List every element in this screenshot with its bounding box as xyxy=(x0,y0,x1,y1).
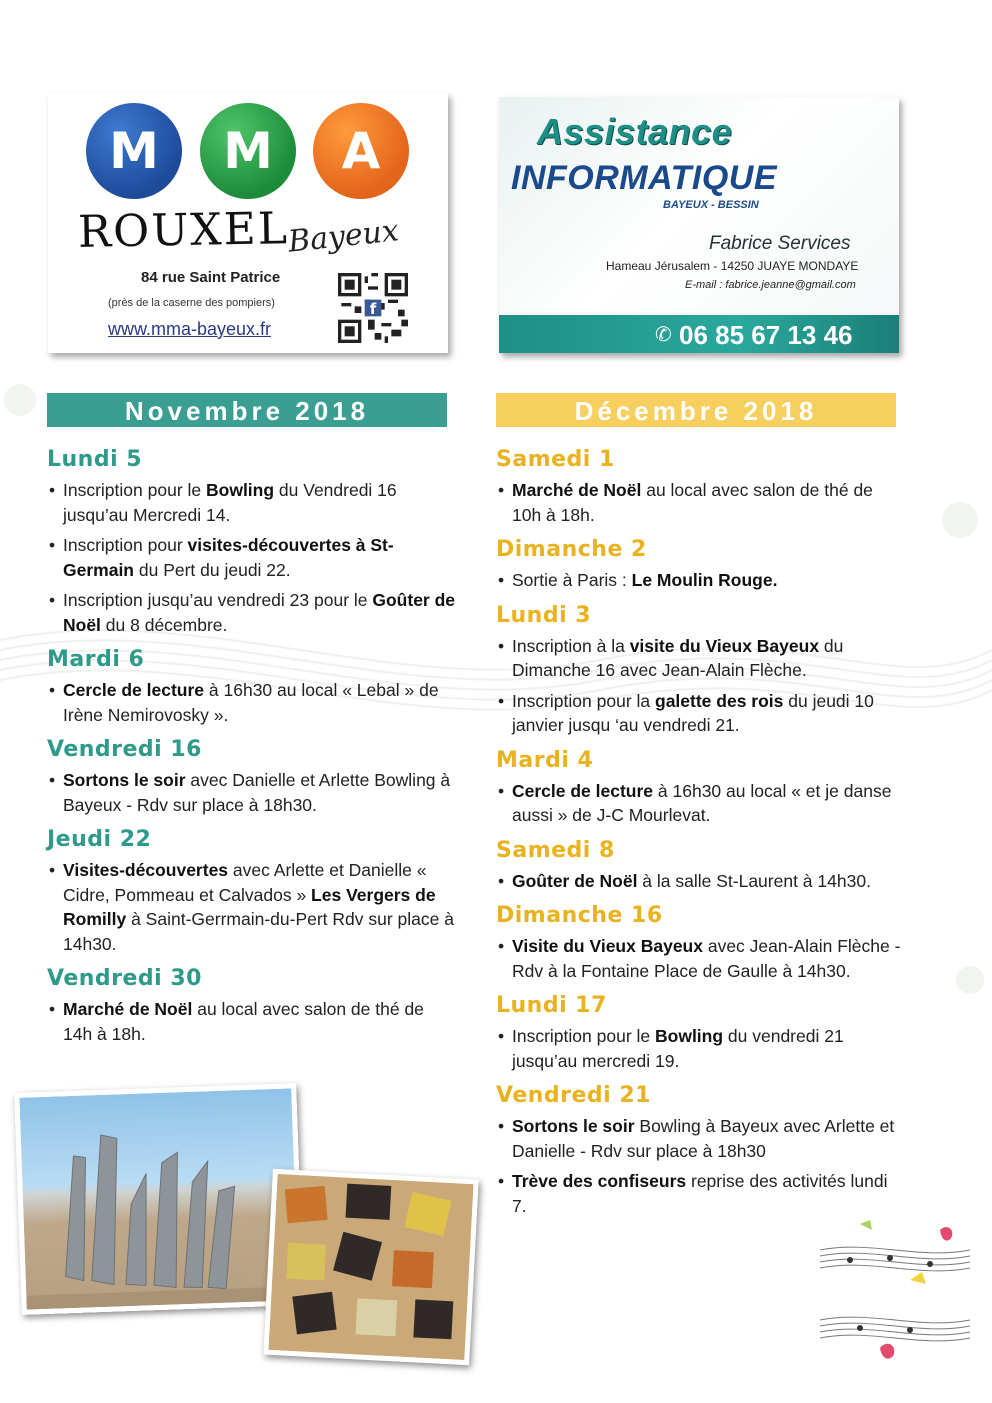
mma-business-card xyxy=(48,93,448,353)
december-header: Décembre 2018 xyxy=(496,393,896,427)
day-entry xyxy=(496,903,906,983)
event-text: reprise des activités lundi 7. xyxy=(512,1171,888,1216)
event-item xyxy=(496,779,906,828)
event-item xyxy=(496,689,906,738)
day-title: Lundi 3 xyxy=(496,602,592,628)
event-text: avec Danielle et Arlette Bowling à Bayeux - Rdv sur place à 18h30. xyxy=(63,770,451,815)
music-quilt-photo xyxy=(263,1169,478,1366)
mma-logo-letter: M xyxy=(200,103,296,199)
event-text: du Pert du jeudi 22. xyxy=(134,559,291,580)
quilt-illustration xyxy=(269,1174,474,1360)
november-schedule xyxy=(47,447,457,1056)
event-highlight: Visites-découvertes xyxy=(63,860,229,880)
mma-brand-name: ROUXEL xyxy=(77,203,290,258)
december-schedule xyxy=(496,447,906,1228)
ai-phone-number[interactable]: 06 85 67 13 46 xyxy=(679,320,853,350)
day-title: Lundi 17 xyxy=(496,993,607,1018)
november-header: Novembre 2018 xyxy=(47,393,447,427)
ai-email[interactable]: E-mail : fabrice.jeanne@gmail.com xyxy=(685,279,856,291)
qr-code-icon xyxy=(338,273,408,343)
event-text: Inscription pour le xyxy=(63,480,206,500)
event-highlight: Le Moulin Rouge. xyxy=(631,570,778,590)
event-text: avec Arlette et Danielle « Cidre, Pommeau et Calvados » xyxy=(63,860,427,905)
event-highlight: galette des rois xyxy=(655,690,784,711)
event-item xyxy=(47,533,457,582)
event-highlight: Marché de Noël xyxy=(512,480,642,500)
event-text: à Saint-Gerrmain-du-Pert Rdv sur place à 14h30. xyxy=(63,909,454,954)
event-text: Sortie à Paris : xyxy=(512,570,632,590)
event-highlight: Cercle de lecture xyxy=(512,780,654,801)
event-text: à 16h30 au local « Lebal » de Irène Nemirovosky ». xyxy=(63,680,439,725)
event-text: Inscription pour le xyxy=(512,1026,655,1046)
event-highlight: Cercle de lecture xyxy=(63,680,205,700)
day-entry xyxy=(47,447,457,637)
day-title: Samedi 1 xyxy=(496,447,615,472)
event-highlight: Bowling xyxy=(655,1026,724,1046)
event-item xyxy=(47,588,457,637)
ai-phone-bar xyxy=(499,315,899,353)
event-highlight: Les Vergers de Romilly xyxy=(63,884,436,929)
mma-address-note: (près de la caserne des pompiers) xyxy=(108,297,275,309)
event-text: Inscription pour xyxy=(63,535,188,555)
ai-subtitle: BAYEUX - BESSIN xyxy=(663,199,759,211)
event-item xyxy=(47,678,457,727)
event-item xyxy=(47,478,457,527)
event-text: du Vendredi 16 jusqu’au Mercredi 14. xyxy=(63,480,397,525)
event-text: Inscription jusqu’au vendredi 23 pour le xyxy=(63,590,373,610)
event-item xyxy=(496,1169,906,1218)
event-text: au local avec salon de thé de 14h à 18h. xyxy=(63,999,424,1044)
day-entry xyxy=(496,748,906,828)
event-highlight: Bowling xyxy=(206,480,275,500)
ai-company-name: Fabrice Services xyxy=(709,233,851,254)
music-notes-decoration xyxy=(820,1220,970,1380)
day-entry xyxy=(47,966,457,1046)
event-highlight: Sortons le soir xyxy=(63,770,186,790)
event-text: du jeudi 10 janvier jusqu ‘au vendredi 21. xyxy=(512,690,874,735)
day-entry xyxy=(496,447,906,527)
day-entry xyxy=(496,993,906,1073)
event-text: du vendredi 21 jusqu’au mercredi 19. xyxy=(512,1026,844,1071)
day-title: Samedi 8 xyxy=(496,837,615,863)
day-title: Lundi 5 xyxy=(47,447,143,472)
event-item xyxy=(496,1024,906,1073)
mma-address: 84 rue Saint Patrice xyxy=(141,269,281,286)
day-title: Mardi 4 xyxy=(496,747,594,773)
ai-title: Assistance xyxy=(537,111,733,152)
day-title: Vendredi 16 xyxy=(47,737,202,762)
event-highlight: Goûter de Noël xyxy=(512,870,638,891)
event-item xyxy=(496,934,906,983)
event-highlight: visite du Vieux Bayeux xyxy=(629,635,820,656)
event-highlight: Goûter de Noël xyxy=(63,590,456,635)
event-highlight: Sortons le soir xyxy=(512,1116,635,1136)
sculpture-illustration xyxy=(19,1088,298,1309)
event-item xyxy=(496,1114,906,1163)
day-entry xyxy=(496,838,906,894)
event-item xyxy=(496,478,906,527)
event-text: Inscription pour la xyxy=(512,690,655,711)
day-title: Jeudi 22 xyxy=(47,827,152,852)
svg-text:f: f xyxy=(369,300,377,318)
mma-logo-letter: A xyxy=(313,103,409,199)
event-text: à la salle St-Laurent à 14h30. xyxy=(637,870,871,891)
event-highlight: Marché de Noël xyxy=(63,999,193,1019)
day-title: Mardi 6 xyxy=(47,647,145,672)
event-highlight: Trève des confiseurs xyxy=(512,1171,687,1191)
event-text: Bowling à Bayeux avec Arlette et Danielle - Rdv sur place à 18h30 xyxy=(512,1116,895,1161)
event-text: du Dimanche 16 avec Jean-Alain Flèche. xyxy=(512,635,844,680)
event-text: Inscription à la xyxy=(512,635,630,656)
assistance-informatique-card xyxy=(499,97,899,353)
event-text: à 16h30 au local « et je danse aussi » de J-C Mourlevat. xyxy=(512,780,892,825)
beach-sculpture-photo xyxy=(14,1083,304,1315)
event-item xyxy=(496,869,906,894)
mma-website-link[interactable]: www.mma-bayeux.fr xyxy=(108,319,272,339)
mma-city: Bayeux xyxy=(286,213,401,260)
mma-logo-letter: M xyxy=(86,103,182,199)
event-text: au local avec salon de thé de 10h à 18h. xyxy=(512,480,873,525)
day-entry xyxy=(47,737,457,817)
event-item xyxy=(47,997,457,1046)
day-entry xyxy=(496,603,906,738)
event-text: avec Jean-Alain Flèche - Rdv à la Fontaine Place de Gaulle à 14h30. xyxy=(512,936,901,981)
day-entry xyxy=(47,647,457,727)
day-title: Dimanche 2 xyxy=(496,537,647,562)
day-entry xyxy=(47,827,457,956)
phone-icon: ✆ xyxy=(655,324,672,346)
day-title: Vendredi 30 xyxy=(47,966,202,991)
ai-address: Hameau Jérusalem - 14250 JUAYE MONDAYE xyxy=(606,259,859,273)
day-title: Vendredi 21 xyxy=(496,1083,651,1108)
day-entry xyxy=(496,1083,906,1218)
day-title: Dimanche 16 xyxy=(496,903,663,928)
event-text: du 8 décembre. xyxy=(100,614,228,635)
event-highlight: Visite du Vieux Bayeux xyxy=(512,936,703,956)
ai-title-secondary: INFORMATIQUE xyxy=(511,159,778,197)
event-item xyxy=(496,634,906,683)
event-highlight: visites-découvertes à St-Germain xyxy=(63,535,394,580)
day-entry xyxy=(496,537,906,593)
event-item xyxy=(47,858,457,956)
event-item xyxy=(496,568,906,593)
event-item xyxy=(47,768,457,817)
